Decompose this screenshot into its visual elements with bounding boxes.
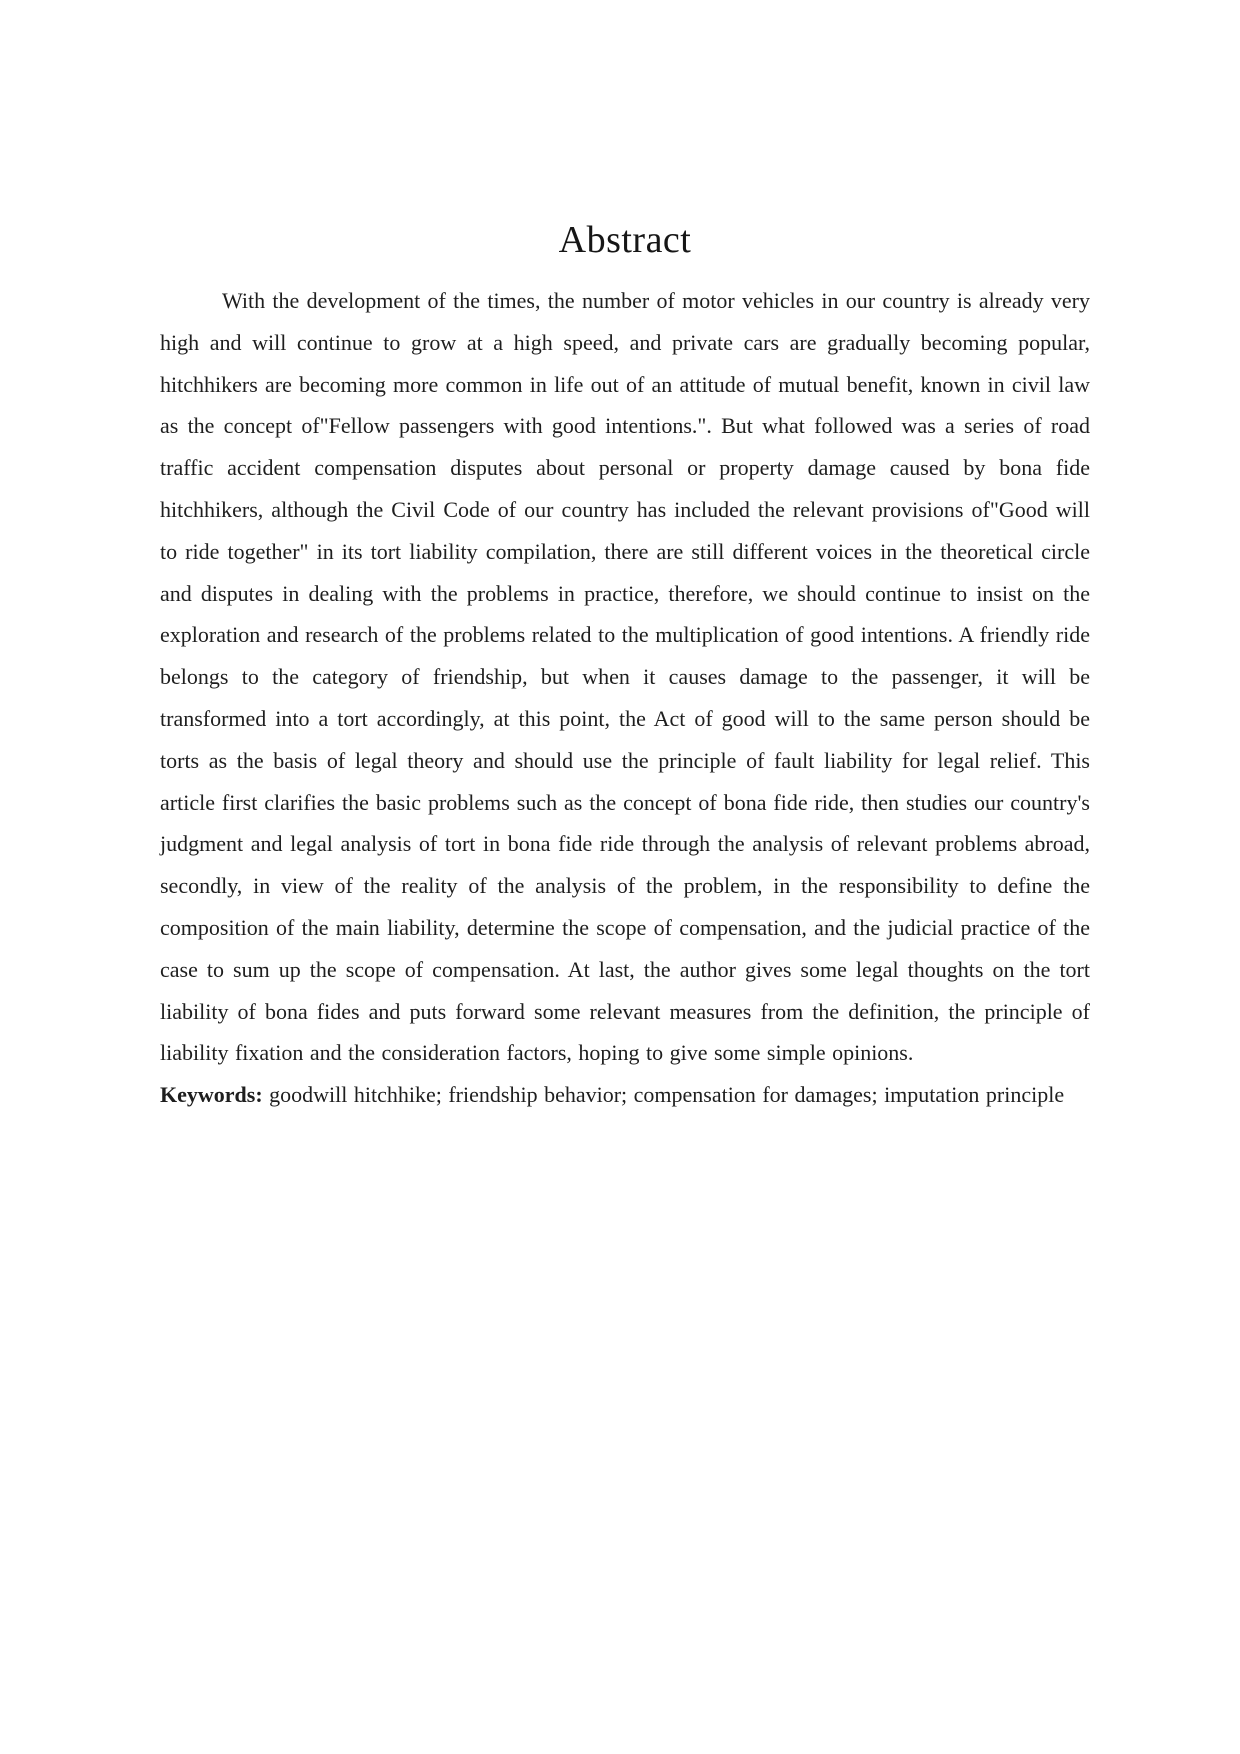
keywords-text: goodwill hitchhike; friendship behavior; compensation for damages; imputation principle [269, 1082, 1065, 1108]
abstract-paragraph: With the development of the times, the number of motor vehicles in our country is already very high and will continue to grow at a high speed, and private cars are gradually becoming popular, hitchhikers are becoming more common in life out of an attitude of mutual benefit, known in civil law as the concept of"Fellow passengers with good intentions.". But what followed was a series of road traffic accident compensation disputes about personal or property damage caused by bona fide hitchhikers, although the Civil Code of our country has included the relevant provisions of"Good will to ride together" in its tort liability compilation, there are still different voices in the theoretical circle and disputes in dealing with the problems in practice, therefore, we should continue to insist on the exploration and research of the problems related to the multiplication of good intentions. A friendly ride belongs to the category of friendship, but when it causes damage to the passenger, it will be transformed into a tort accordingly, at this point, the Act of good will to the same person should be torts as the basis of legal theory and should use the principle of fault liability for legal relief. This article first clarifies the basic problems such as the concept of bona fide ride, then studies our country's judgment and legal analysis of tort in bona fide ride through the analysis of relevant problems abroad, secondly, in view of the reality of the analysis of the problem, in the responsibility to define the composition of the main liability, determine the scope of compensation, and the judicial practice of the case to sum up the scope of compensation. At last, the author gives some legal thoughts on the tort liability of bona fides and puts forward some relevant measures from the definition, the principle of liability fixation and the consideration factors, hoping to give some simple opinions. [160, 288, 1090, 1066]
keywords-label: Keywords: [160, 1082, 263, 1108]
keywords-paragraph [160, 1074, 1090, 1116]
page-title: Abstract [558, 219, 692, 261]
